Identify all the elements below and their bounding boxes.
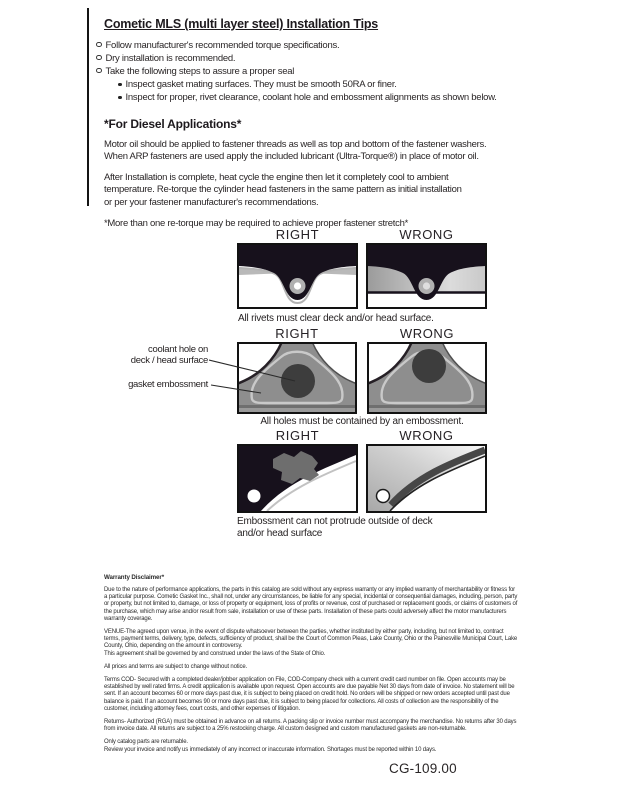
caption-line: and/or head surface	[237, 528, 323, 539]
wrong-example-column	[366, 228, 487, 309]
paragraph-line: When ARP fasteners are used apply the included lubricant (Ultra-Torque®) in place of motor oil.	[104, 151, 479, 163]
tip-item	[96, 52, 520, 65]
paragraph-line: After Installation is complete, heat cycle the engine then let it completely cool to ambient	[104, 171, 449, 183]
diesel-paragraph-1	[104, 139, 520, 164]
filled-bullet-icon	[118, 83, 122, 87]
rivet-clearance-wrong-figure	[366, 243, 487, 309]
paragraph-line: or per your fastener manufacturer's recommendations.	[104, 196, 319, 208]
warranty-paragraph: Only catalog parts are returnable.	[104, 739, 188, 746]
wrong-label: WRONG	[399, 326, 455, 341]
open-bullet-icon	[96, 68, 102, 74]
embossment-protrusion-wrong-figure	[366, 444, 487, 513]
paragraph-line: Motor oil should be applied to fastener threads as well as top and bottom of the fastener washers.	[104, 139, 487, 150]
caption-line: Embossment can not protrude outside of deck	[237, 516, 433, 527]
wrong-label: WRONG	[399, 227, 454, 242]
embossment-protrusion-diagrams	[237, 429, 487, 513]
page-code: CG-109.00	[389, 761, 457, 776]
sub-tip-item	[118, 78, 520, 91]
warranty-paragraph: Returns- Authorized (RGA) must be obtained in advance on all returns. A packing slip or invoice number must accompany the merchandise. No returns after 30 days from invoice date. All returns are subject to a 25% restocking charge. All custom designed and custom manufactured gaskets are non-returnable.	[104, 719, 517, 733]
rivet-clearance-right-figure	[237, 243, 358, 309]
tip-text: Take the following steps to assure a proper seal	[105, 66, 295, 77]
coolant-hole-annotation	[96, 345, 208, 366]
annotation-line: coolant hole on	[148, 344, 208, 355]
warranty-paragraph: Due to the nature of performance applications, the parts in this catalog are sold without any express warranty or any implied warranty of merchantability or fitness for a particular purpose. Cometic Gasket Inc., shall not, under any circumstances, be liable for any special, incidental or consequential damages, including, person, party or property, but not limited to, damage, or loss of property or equipment, loss of profits or revenue, cost of purchased or replacement goods, or claims of customers of the purchase, which may arise and/or result from sale, installation or use of these parts. Installation of these parts could adversely affect the motor manufacturers warranty coverage.	[104, 587, 518, 622]
diesel-applications-heading: *For Diesel Applications*	[104, 117, 242, 131]
rivet-clearance-caption: All rivets must clear deck and/or head surface.	[238, 313, 434, 324]
warranty-disclaimer-section	[104, 574, 518, 760]
left-margin-rule	[87, 8, 89, 206]
warranty-paragraph: VENUE-The agreed upon venue, in the event of dispute whatsoever between the parties, whether instituted by either party, including, but not limited to, contract terms, payment terms, delivery, type, defects, sufficiency of product, shall be the Court of Common Pleas, Lake County, Ohio or the Painesville Municipal Court, Lake County, Ohio, depending on the amount in controversy.	[104, 629, 518, 650]
page-title: Cometic MLS (multi layer steel) Installation Tips	[104, 17, 379, 31]
warranty-paragraph: All prices and terms are subject to change without notice.	[104, 663, 248, 670]
warranty-paragraph: Terms COD- Secured with a completed dealer/jobber application on File, COD-Company check with a current credit card number on file. Open accounts may be established by well rated firms. A credit application is available upon request. Open accounts are due payable Net 30 days from date of invoice. No statement will be sent. If an account becomes 60 or more days past due, it is subject to being placed on credit hold. No orders will be shipped or new orders accepted until past due balance is paid. If an account becomes 90 or more days past due, it is subject to being placed for collections. All costs of collection are the responsibility of the customer, including attorney fees, court costs, and other expenses of litigation.	[104, 677, 515, 712]
retorque-note: *More than one re-torque may be required to achieve proper fastener stretch*	[104, 218, 409, 230]
wrong-example-column	[366, 429, 487, 513]
tip-text: Dry installation is recommended.	[105, 53, 236, 64]
right-example-column	[237, 429, 358, 513]
tip-item	[96, 39, 520, 52]
warranty-paragraph: Review your invoice and notify us immediately of any incorrect or inaccurate information. Shortages must be reported within 10 days.	[104, 746, 437, 753]
embossment-protrusion-right-figure	[237, 444, 358, 513]
filled-bullet-icon	[118, 96, 122, 100]
paragraph-line: temperature. Re-torque the cylinder head fasteners in the same pattern as initial installation	[104, 184, 462, 196]
open-bullet-icon	[96, 55, 102, 61]
open-bullet-icon	[96, 42, 102, 48]
warranty-paragraph: This agreement shall be governed by and construed under the laws of the State of Ohio.	[104, 650, 326, 657]
embossment-protrusion-caption	[237, 516, 432, 540]
warranty-disclaimer-heading: Warranty Disclaimer*	[104, 574, 165, 581]
sub-tip-item	[118, 91, 520, 104]
annotation-line: deck / head surface	[130, 354, 208, 366]
right-label: RIGHT	[275, 227, 320, 242]
right-label: RIGHT	[275, 326, 319, 341]
right-example-column	[237, 228, 358, 309]
sub-tip-text: Inspect gasket mating surfaces. They must be smooth 50RA or finer.	[125, 79, 397, 90]
hole-embossment-caption: All holes must be contained by an embossment.	[260, 416, 464, 427]
annotation-pointer-lines	[209, 352, 303, 398]
sub-tip-text: Inspect for proper, rivet clearance, coolant hole and embossment alignments as shown below.	[125, 92, 497, 103]
diesel-paragraph-2	[104, 172, 520, 209]
wrong-example-column	[367, 327, 487, 414]
rivet-clearance-diagrams	[237, 228, 487, 309]
right-label: RIGHT	[275, 428, 320, 443]
tip-text: Follow manufacturer's recommended torque specifications.	[105, 40, 340, 51]
gasket-embossment-annotation: gasket embossment	[128, 379, 208, 390]
hole-embossment-wrong-figure	[367, 342, 487, 414]
tip-item	[96, 65, 520, 78]
installation-tips-section	[104, 16, 520, 230]
wrong-label: WRONG	[399, 428, 454, 443]
